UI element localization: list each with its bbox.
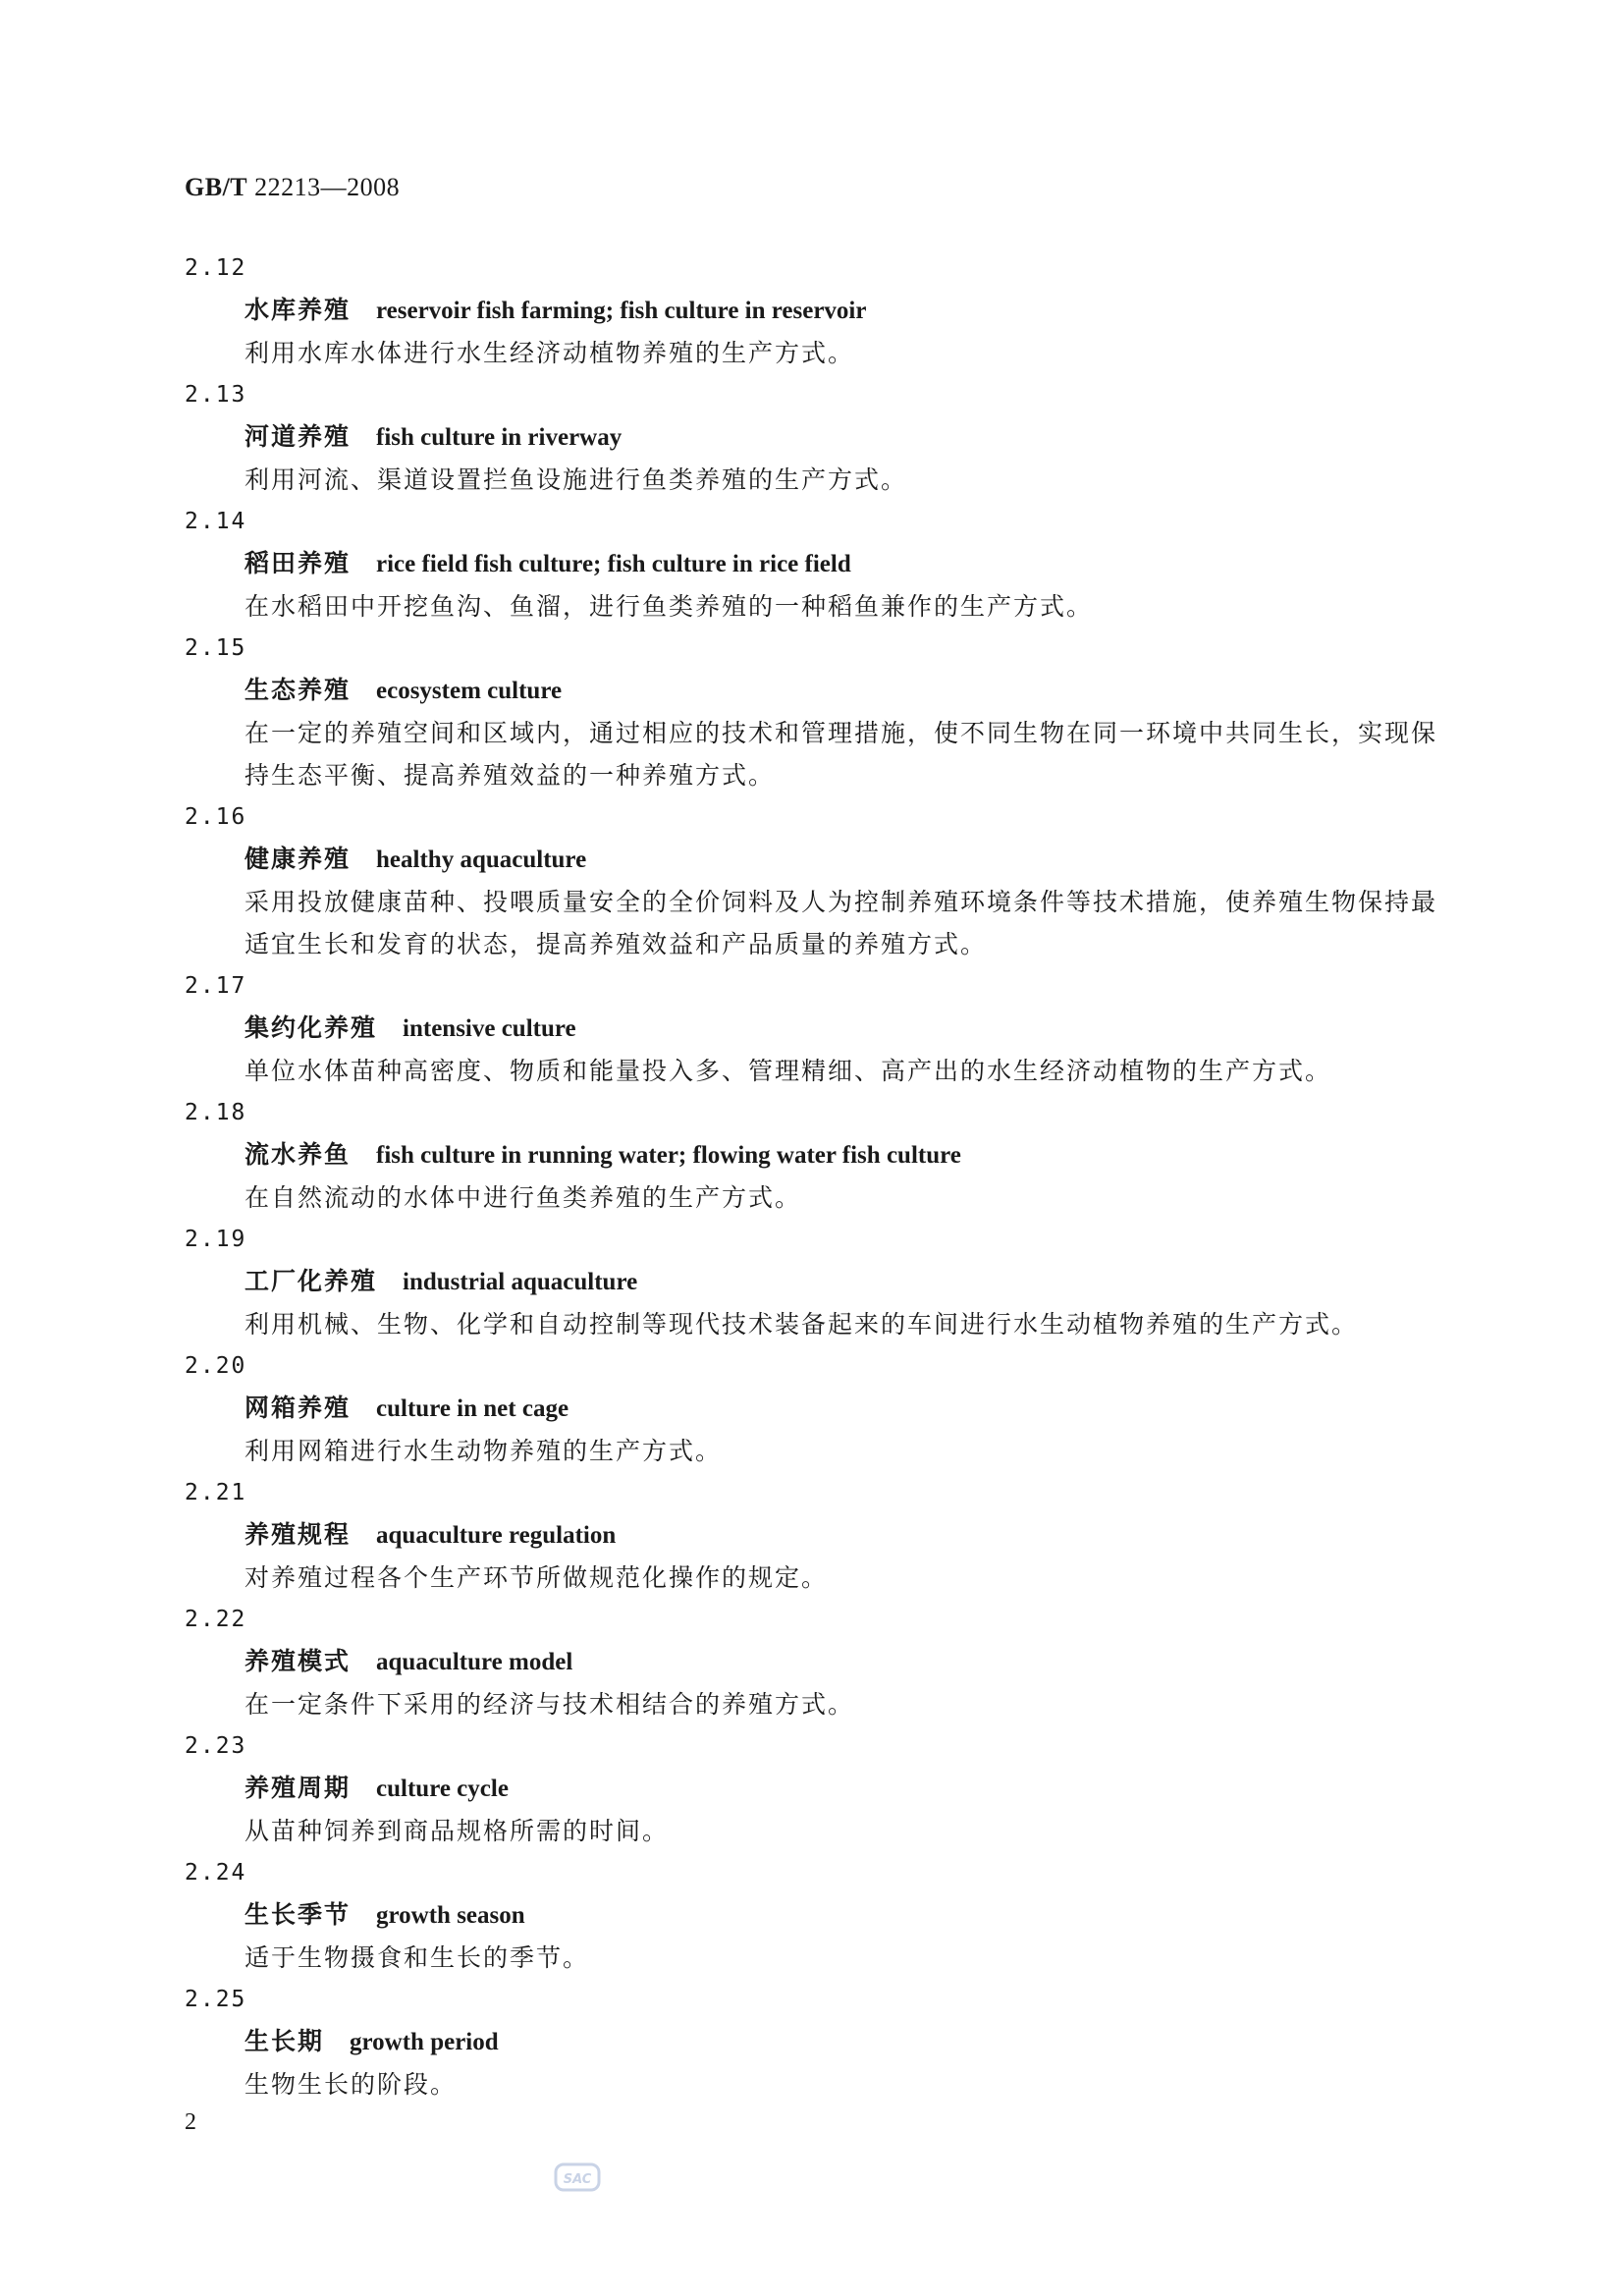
term-heading (185, 289, 1461, 332)
term-heading (185, 838, 1461, 881)
term-entry (185, 1599, 1461, 1725)
term-english: fish culture in running water; flowing water fish culture (376, 1142, 961, 1169)
term-heading (185, 542, 1461, 585)
term-number: 2.25 (185, 1987, 247, 2012)
term-heading (185, 1767, 1461, 1810)
term-entry (185, 1979, 1461, 2105)
term-english: reservoir fish farming; fish culture in reservoir (376, 298, 867, 324)
term-definition: 生物生长的阶段。 (244, 2070, 458, 2099)
term-english: culture cycle (376, 1776, 509, 1802)
term-definition: 利用河流、渠道设置拦鱼设施进行鱼类养殖的生产方式。 (244, 465, 908, 494)
term-definition: 利用机械、生物、化学和自动控制等现代技术装备起来的车间进行水生动植物养殖的生产方式。 (244, 1310, 1359, 1339)
term-number: 2.22 (185, 1607, 247, 1632)
term-entry (185, 1472, 1461, 1599)
term-definition: 对养殖过程各个生产环节所做规范化操作的规定。 (244, 1563, 829, 1592)
term-chinese: 河道养殖 (244, 422, 352, 451)
term-heading (185, 2020, 1461, 2063)
term-chinese: 网箱养殖 (244, 1394, 352, 1422)
term-entry (185, 1345, 1461, 1472)
term-definition: 在一定条件下采用的经济与技术相结合的养殖方式。 (244, 1690, 855, 1719)
term-entry (185, 796, 1461, 965)
term-number: 2.12 (185, 255, 247, 281)
term-english: industrial aquaculture (403, 1269, 638, 1295)
term-chinese: 稻田养殖 (244, 549, 352, 577)
term-definition: 从苗种饲养到商品规格所需的时间。 (244, 1817, 670, 1845)
term-english: aquaculture model (376, 1649, 573, 1675)
term-number: 2.16 (185, 804, 247, 830)
term-chinese: 生长季节 (244, 1900, 352, 1929)
term-chinese: 养殖模式 (244, 1647, 352, 1675)
term-heading (185, 669, 1461, 712)
term-chinese: 生态养殖 (244, 676, 352, 704)
term-heading (185, 1007, 1461, 1050)
term-entry (185, 1219, 1461, 1345)
term-definition: 利用网箱进行水生动物养殖的生产方式。 (244, 1437, 723, 1465)
term-number: 2.13 (185, 382, 247, 408)
term-entry (185, 1852, 1461, 1979)
term-chinese: 健康养殖 (244, 845, 352, 873)
term-english: healthy aquaculture (376, 847, 587, 873)
term-definition: 利用水库水体进行水生经济动植物养殖的生产方式。 (244, 339, 855, 367)
term-entry (185, 628, 1461, 796)
term-entry (185, 247, 1461, 374)
term-english: aquaculture regulation (376, 1522, 617, 1549)
term-number: 2.14 (185, 509, 247, 534)
term-english: intensive culture (403, 1015, 576, 1042)
term-heading (185, 1387, 1461, 1430)
page-number: 2 (185, 2109, 196, 2135)
term-heading (185, 1893, 1461, 1937)
document-code-number: 22213—2008 (254, 173, 401, 201)
term-number: 2.15 (185, 635, 247, 661)
term-entry (185, 1725, 1461, 1852)
term-number: 2.23 (185, 1733, 247, 1759)
term-chinese: 养殖周期 (244, 1774, 352, 1802)
document-code-prefix: GB/T (185, 173, 248, 201)
term-english: growth period (350, 2029, 499, 2055)
term-english: growth season (376, 1902, 525, 1929)
terms-list (185, 247, 1461, 2105)
term-number: 2.18 (185, 1100, 247, 1125)
term-english: ecosystem culture (376, 678, 563, 704)
term-heading (185, 415, 1461, 459)
term-chinese: 工厂化养殖 (244, 1267, 378, 1295)
term-number: 2.19 (185, 1227, 247, 1252)
term-definition: 在一定的养殖空间和区域内，通过相应的技术和管理措施，使不同生物在同一环境中共同生长，实现保持生态平衡、提高养殖效益的一种养殖方式。 (244, 719, 1438, 790)
term-definition: 在水稻田中开挖鱼沟、鱼溜，进行鱼类养殖的一种稻鱼兼作的生产方式。 (244, 592, 1094, 621)
term-number: 2.21 (185, 1480, 247, 1505)
term-chinese: 流水养鱼 (244, 1140, 352, 1169)
term-entry (185, 374, 1461, 501)
term-english: fish culture in riverway (376, 424, 623, 451)
term-chinese: 集约化养殖 (244, 1013, 378, 1042)
term-english: culture in net cage (376, 1395, 569, 1422)
term-chinese: 生长期 (244, 2027, 325, 2055)
sac-watermark-text: SAC (563, 2172, 592, 2187)
term-heading (185, 1133, 1461, 1176)
document-code (185, 173, 400, 202)
term-number: 2.24 (185, 1860, 247, 1886)
term-definition: 采用投放健康苗种、投喂质量安全的全价饲料及人为控制养殖环境条件等技术措施，使养殖生物保持最适宜生长和发育的状态，提高养殖效益和产品质量的养殖方式。 (244, 888, 1438, 958)
term-definition: 单位水体苗种高密度、物质和能量投入多、管理精细、高产出的水生经济动植物的生产方式。 (244, 1057, 1332, 1085)
term-heading (185, 1513, 1461, 1557)
term-entry (185, 1092, 1461, 1219)
term-english: rice field fish culture; fish culture in rice field (376, 551, 851, 577)
term-chinese: 养殖规程 (244, 1520, 352, 1549)
term-heading (185, 1640, 1461, 1683)
term-entry (185, 501, 1461, 628)
term-definition: 在自然流动的水体中进行鱼类养殖的生产方式。 (244, 1183, 802, 1212)
term-definition: 适于生物摄食和生长的季节。 (244, 1943, 590, 1972)
sac-watermark-logo (554, 2160, 601, 2194)
term-heading (185, 1260, 1461, 1303)
term-chinese: 水库养殖 (244, 296, 352, 324)
term-number: 2.17 (185, 973, 247, 999)
term-number: 2.20 (185, 1353, 247, 1379)
term-entry (185, 965, 1461, 1092)
